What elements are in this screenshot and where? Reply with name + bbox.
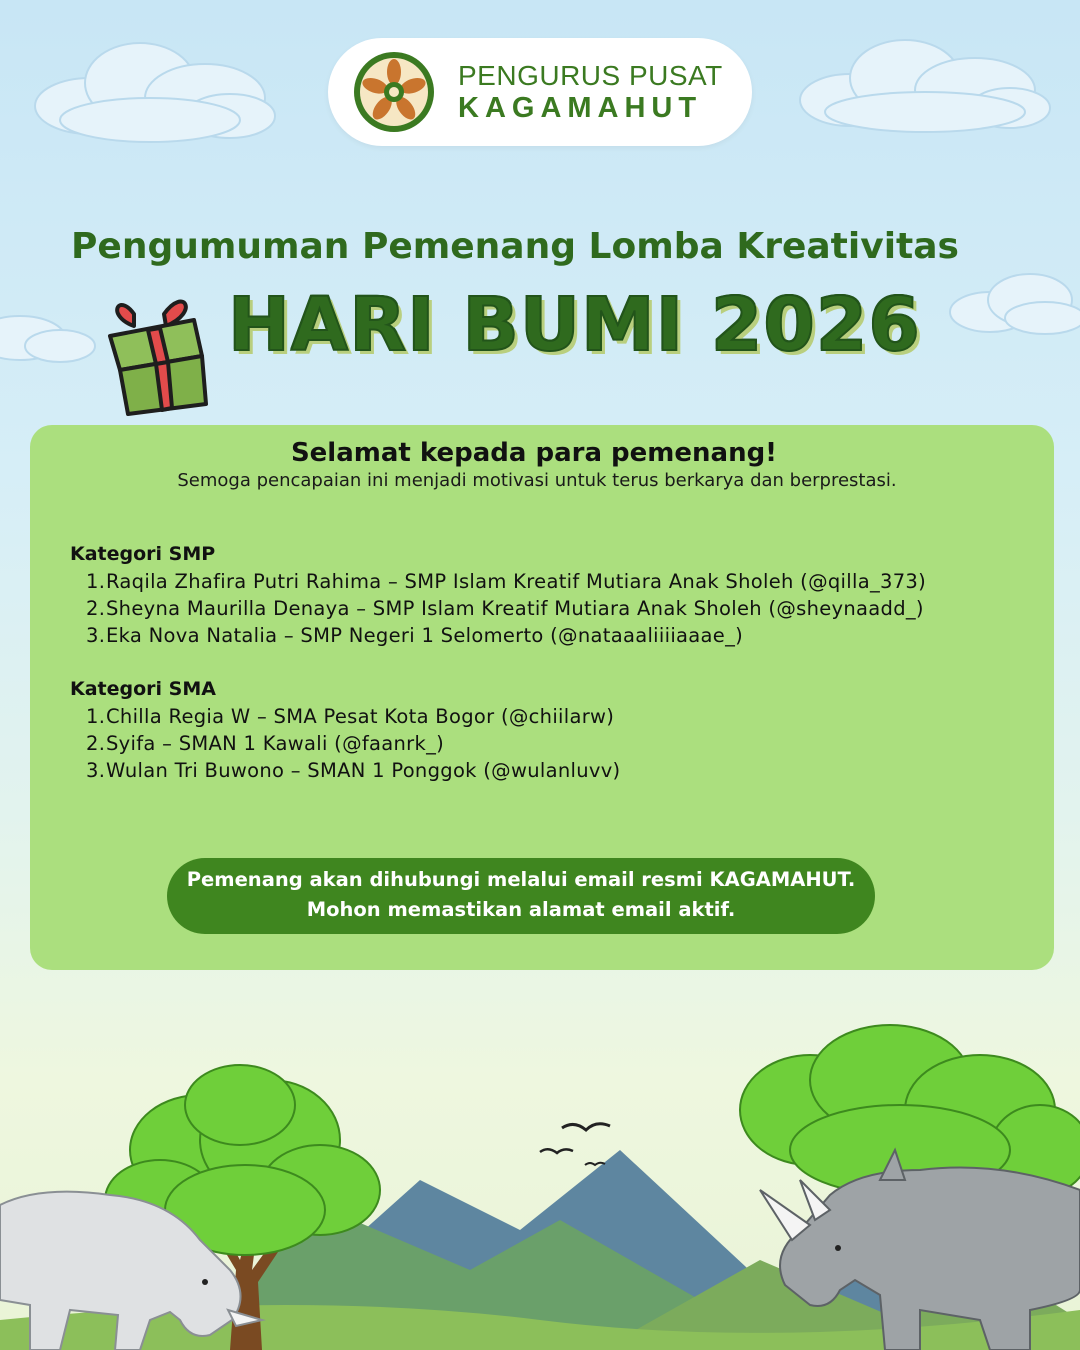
org-name-line2: KAGAMAHUT (458, 92, 703, 124)
cloud-left-top (30, 28, 280, 148)
winner-text: Eka Nova Natalia – SMP Negeri 1 Selomerto (@nataaaliiiiaaae_) (106, 624, 744, 647)
winner-item (86, 570, 926, 593)
winner-text: Wulan Tri Buwono – SMAN 1 Ponggok (@wulanluvv) (106, 759, 621, 782)
winner-text: Sheyna Maurilla Denaya – SMP Islam Kreatif Mutiara Anak Sholeh (@sheynaadd_) (106, 597, 924, 620)
landscape-illustration (0, 1020, 1080, 1350)
winner-number: 2. (86, 597, 106, 620)
org-name-line1: PENGURUS PUSAT (458, 60, 723, 91)
winner-number: 1. (86, 705, 106, 728)
winner-item (86, 597, 924, 620)
org-logo-badge (328, 38, 752, 146)
announcement-subtitle: Pengumuman Pemenang Lomba Kreativitas (71, 226, 959, 267)
winner-item (86, 705, 614, 728)
winner-item (86, 624, 743, 647)
cloud-right-mid (945, 268, 1080, 343)
category-heading-smp: Kategori SMP (70, 543, 216, 565)
gift-box-icon (104, 286, 214, 418)
cloud-left-mid (0, 300, 100, 370)
category-heading-sma: Kategori SMA (70, 678, 216, 700)
bird-icon (562, 1124, 610, 1130)
winner-text: Chilla Regia W – SMA Pesat Kota Bogor (@chiilarw) (106, 705, 615, 728)
winner-item (86, 759, 620, 782)
cloud-right-top (795, 30, 1055, 140)
winner-number: 3. (86, 759, 106, 782)
email-notice-banner (167, 858, 875, 934)
winner-number: 2. (86, 732, 106, 755)
winner-number: 1. (86, 570, 106, 593)
winner-text: Raqila Zhafira Putri Rahima – SMP Islam Kreatif Mutiara Anak Sholeh (@qilla_373) (106, 570, 927, 593)
notice-line2: Mohon memastikan alamat email aktif. (306, 898, 736, 921)
event-headline: HARI BUMI 2026 (228, 282, 921, 368)
winner-number: 3. (86, 624, 106, 647)
notice-line1: Pemenang akan dihubungi melalui email resmi KAGAMAHUT. (186, 868, 856, 891)
bird-icon (540, 1149, 573, 1153)
winner-text: Syifa – SMAN 1 Kawali (@faanrk_) (106, 732, 445, 755)
card-title: Selamat kepada para pemenang! (290, 438, 778, 468)
kagama-emblem-icon (352, 50, 436, 134)
winner-item (86, 732, 444, 755)
card-subtitle: Semoga pencapaian ini menjadi motivasi untuk terus berkarya dan berprestasi. (177, 470, 897, 491)
